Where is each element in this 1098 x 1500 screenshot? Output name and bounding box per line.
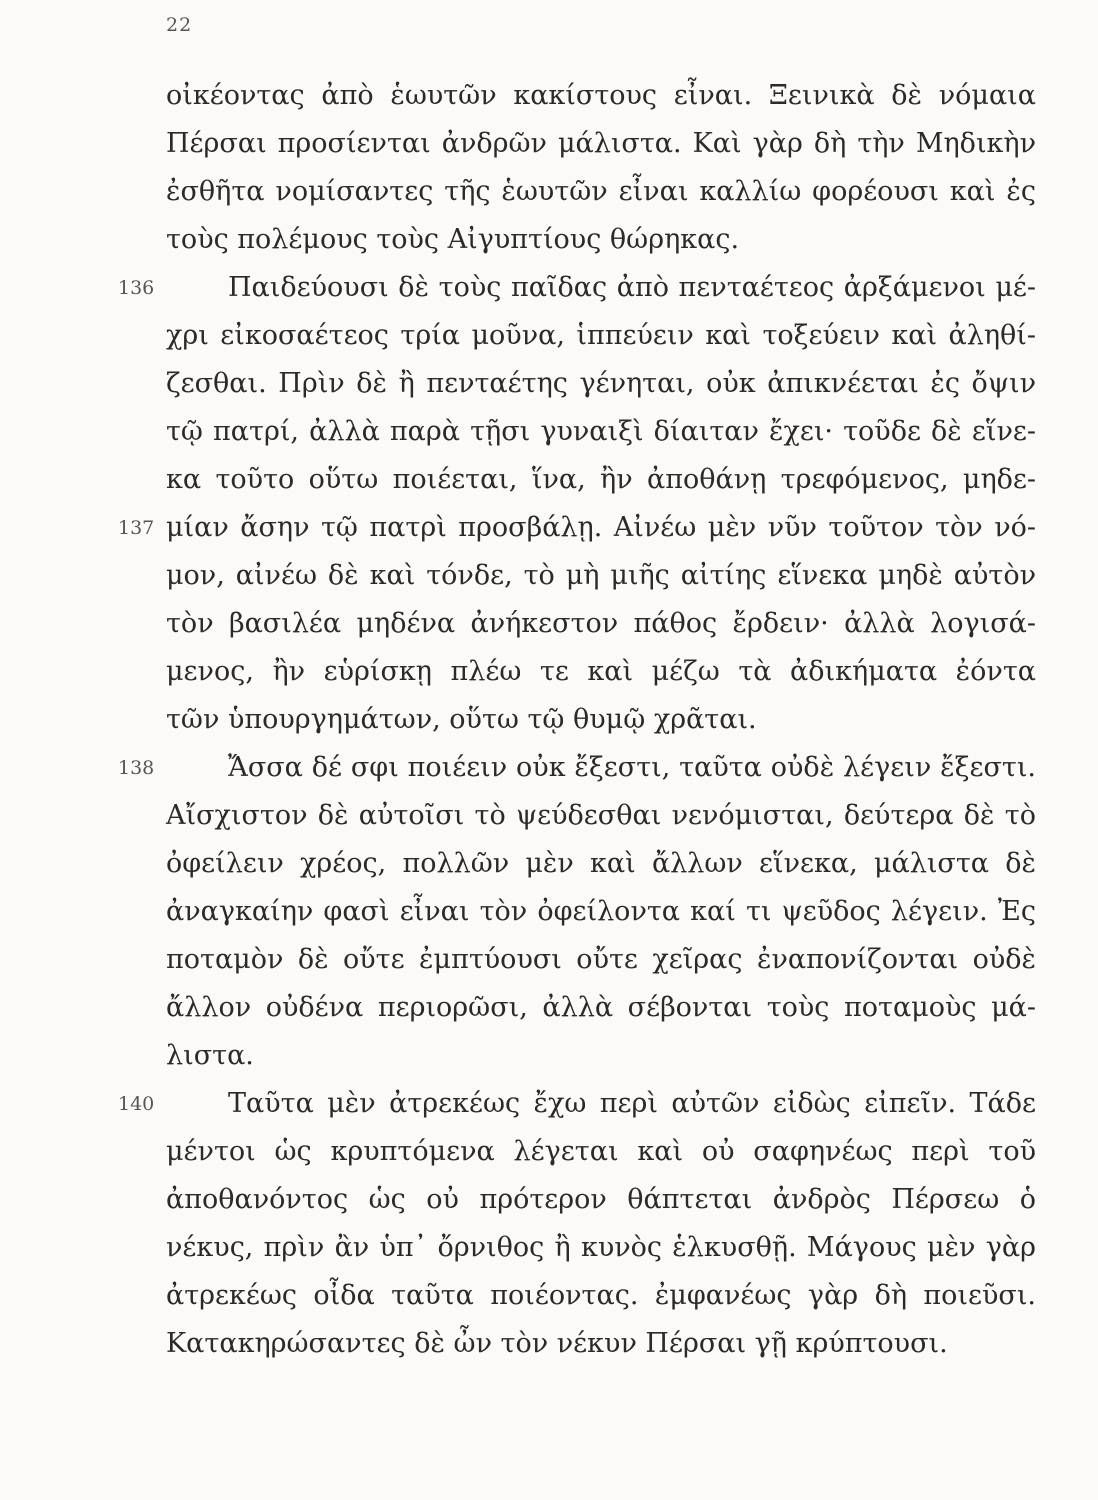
text-line-content: Αἴσχιστον δὲ αὐτοῖσι τὸ ψεύδεσθαι νενόμισται, δεύτερα δὲ τὸ xyxy=(166,800,1036,831)
text-line xyxy=(166,840,1036,888)
text-line-content: ἐσθῆτα νομίσαντες τῆς ἑωυτῶν εἶναι καλλίω φορέουσι καὶ ἐς xyxy=(166,176,1036,207)
text-line-content: τῶν ὑπουργημάτων, οὕτω τῷ θυμῷ χρᾶται. xyxy=(166,704,757,735)
text-line-content: ζεσθαι. Πρὶν δὲ ἢ πενταέτης γένηται, οὐκ ἀπικνέεται ἐς ὄψιν xyxy=(166,368,1036,399)
text-line-content: Ταῦτα μὲν ἀτρεκέως ἔχω περὶ αὐτῶν εἰδὼς εἰπεῖν. Τάδε xyxy=(228,1088,1036,1119)
text-line xyxy=(166,120,1036,168)
text-line-content: μον, αἰνέω δὲ καὶ τόνδε, τὸ μὴ μιῆς αἰτίης εἵνεκα μηδὲ αὐτὸν xyxy=(166,560,1036,591)
text-line xyxy=(166,600,1036,648)
text-line-content: ἀναγκαίην φασὶ εἶναι τὸν ὀφείλοντα καί τι ψεῦδος λέγειν. Ἐς xyxy=(166,896,1036,927)
text-line xyxy=(166,696,1036,744)
text-line xyxy=(118,744,1036,792)
text-line xyxy=(166,552,1036,600)
text-line xyxy=(118,504,1036,552)
text-line-content: οἰκέοντας ἀπὸ ἑωυτῶν κακίστους εἶναι. Ξεινικὰ δὲ νόμαια xyxy=(166,80,1036,111)
body-text xyxy=(118,72,1036,1368)
text-line xyxy=(118,1080,1036,1128)
page-number: 22 xyxy=(166,14,193,36)
text-line xyxy=(166,312,1036,360)
text-line-content: ἀποθανόντος ὡς οὐ πρότερον θάπτεται ἀνδρὸς Πέρσεω ὁ xyxy=(166,1184,1036,1215)
text-line xyxy=(166,456,1036,504)
text-line-content: χρι εἰκοσαέτεος τρία μοῦνα, ἱππεύειν καὶ τοξεύειν καὶ ἀληθί- xyxy=(166,320,1036,351)
text-line-content: ὀφείλειν χρέος, πολλῶν μὲν καὶ ἄλλων εἵνεκα, μάλιστα δὲ xyxy=(166,848,1036,879)
section-number: 137 xyxy=(118,517,155,539)
text-line xyxy=(166,168,1036,216)
section-number: 138 xyxy=(118,757,155,779)
section-number: 140 xyxy=(118,1093,155,1115)
text-line xyxy=(166,1128,1036,1176)
text-line-content: μενος, ἢν εὑρίσκῃ πλέω τε καὶ μέζω τὰ ἀδικήματα ἐόντα xyxy=(166,656,1036,687)
text-line xyxy=(166,984,1036,1032)
text-line-content: Κατακηρώσαντες δὲ ὦν τὸν νέκυν Πέρσαι γῇ κρύπτουσι. xyxy=(166,1328,948,1359)
text-line xyxy=(166,216,1036,264)
text-line-content: ἄλλον οὐδένα περιορῶσι, ἀλλὰ σέβονται τοὺς ποταμοὺς μά- xyxy=(166,992,1036,1023)
text-line xyxy=(166,792,1036,840)
text-line xyxy=(166,1176,1036,1224)
text-line-content: τῷ πατρί, ἀλλὰ παρὰ τῇσι γυναιξὶ δίαιταν ἔχει· τοῦδε δὲ εἵνε- xyxy=(166,416,1036,447)
text-line-content: Παιδεύουσι δὲ τοὺς παῖδας ἀπὸ πενταέτεος ἀρξάμενοι μέ- xyxy=(228,272,1036,303)
text-line xyxy=(166,1224,1036,1272)
text-line-content: τὸν βασιλέα μηδένα ἀνήκεστον πάθος ἔρδειν· ἀλλὰ λογισά- xyxy=(166,608,1036,639)
text-line-content: λιστα. xyxy=(166,1040,254,1071)
text-line-content: Πέρσαι προσίενται ἀνδρῶν μάλιστα. Καὶ γὰρ δὴ τὴν Μηδικὴν xyxy=(166,128,1036,159)
text-line-content: νέκυς, πρὶν ἂν ὑπ᾽ ὄρνιθος ἢ κυνὸς ἑλκυσθῇ. Μάγους μὲν γὰρ xyxy=(166,1232,1036,1263)
text-line xyxy=(166,1272,1036,1320)
section-number: 136 xyxy=(118,277,155,299)
text-line xyxy=(166,1032,1036,1080)
text-line xyxy=(166,648,1036,696)
text-line-content: μίαν ἄσην τῷ πατρὶ προσβάλῃ. Αἰνέω μὲν νῦν τοῦτον τὸν νό- xyxy=(166,512,1036,543)
text-line xyxy=(166,1320,1036,1368)
text-line-content: κα τοῦτο οὕτω ποιέεται, ἵνα, ἢν ἀποθάνῃ τρεφόμενος, μηδε- xyxy=(166,464,1036,495)
text-line xyxy=(166,936,1036,984)
text-line-content: μέντοι ὡς κρυπτόμενα λέγεται καὶ οὐ σαφηνέως περὶ τοῦ xyxy=(166,1136,1036,1167)
text-line xyxy=(118,264,1036,312)
text-line xyxy=(166,360,1036,408)
text-line-content: ἀτρεκέως οἶδα ταῦτα ποιέοντας. ἐμφανέως γὰρ δὴ ποιεῦσι. xyxy=(166,1280,1036,1311)
text-line-content: Ἄσσα δέ σφι ποιέειν οὐκ ἔξεστι, ταῦτα οὐδὲ λέγειν ἔξεστι. xyxy=(228,752,1036,783)
text-line xyxy=(166,408,1036,456)
text-line xyxy=(166,72,1036,120)
text-line xyxy=(166,888,1036,936)
text-line-content: ποταμὸν δὲ οὔτε ἐμπτύουσι οὔτε χεῖρας ἐναπονίζονται οὐδὲ xyxy=(166,944,1036,975)
text-line-content: τοὺς πολέμους τοὺς Αἰγυπτίους θώρηκας. xyxy=(166,224,740,255)
